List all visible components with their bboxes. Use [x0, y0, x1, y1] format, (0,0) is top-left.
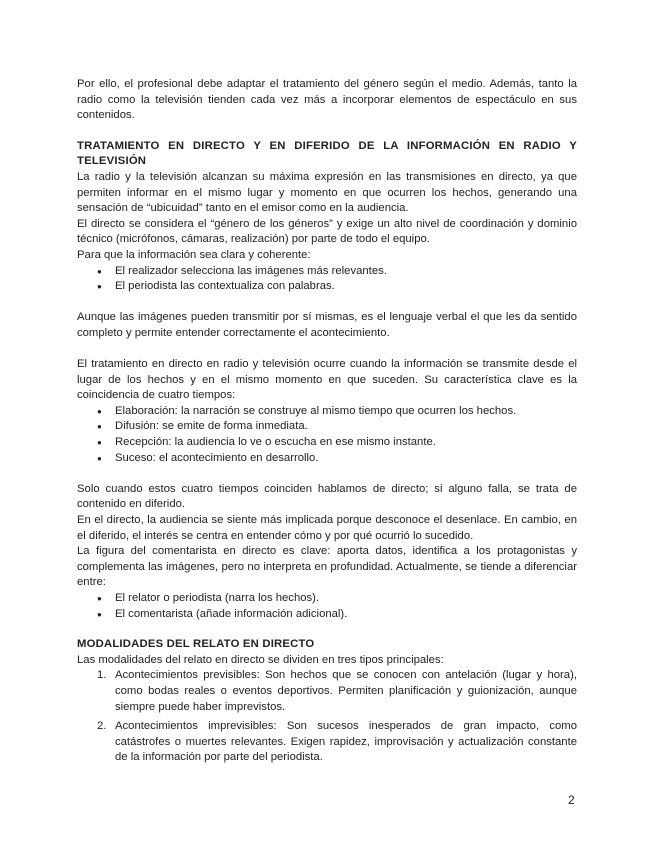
paragraph: Las modalidades del relato en directo se dividen en tres tipos principales:	[77, 653, 444, 666]
bullet-list	[77, 591, 577, 622]
list-item: ● Elaboración: la narración se construye al mismo tiempo que ocurren los hechos.	[77, 404, 577, 420]
bullet-list	[77, 264, 577, 295]
list-number: 1.	[97, 669, 107, 682]
paragraph: Para que la información sea clara y coherente:	[77, 248, 311, 261]
list-item	[77, 719, 577, 766]
paragraph: La figura del comentarista en directo es clave: aporta datos, identifica a los protagonistas y complementa las imágenes, pero no interpreta en profundidad. Actualmente, se tiende a diferenciar entre:	[77, 545, 577, 589]
paragraph: La radio y la televisión alcanzan su máxima expresión en las transmisiones en directo, ya que permiten informar en el mismo lugar y momento en que ocurren los hechos, generando una sensación de “ubicuidad” tanto en el emisor como en la audiencia.	[77, 170, 577, 215]
list-item: ● Recepción: la audiencia lo ve o escucha en ese mismo instante.	[77, 435, 577, 451]
section-heading-modalidades: MODALIDADES DEL RELATO EN DIRECTO	[77, 638, 315, 651]
paragraph: El directo se considera el “género de los géneros” y exige un alto nivel de coordinación y dominio técnico (micrófonos, cámaras, realización) por parte de todo el equipo.	[77, 217, 577, 246]
list-item: ● El realizador selecciona las imágenes más relevantes.	[77, 264, 577, 280]
paragraph: Aunque las imágenes pueden transmitir por sí mismas, es el lenguaje verbal el que les da sentido completo y permite entender correctamente el acontecimiento.	[77, 311, 577, 339]
intro-paragraph: Por ello, el profesional debe adaptar el tratamiento del género según el medio. Además, tanto la radio como la televisión tienden cada vez más a incorporar elementos de espectáculo en sus contenidos.	[77, 78, 577, 122]
bullet-list	[77, 404, 577, 466]
page-content	[77, 77, 577, 770]
list-item: ● El comentarista (añade información adicional).	[77, 607, 577, 623]
paragraph: El tratamiento en directo en radio y televisión ocurre cuando la información se transmite desde el lugar de los hechos y en el mismo momento en que suceden. Su característica clave es la coincidencia de cuatro tiempos:	[77, 358, 577, 402]
page-number: 2	[568, 793, 575, 807]
list-item: ● El periodista las contextualiza con palabras.	[77, 279, 577, 295]
list-item-text: Acontecimientos previsibles: Son hechos que se conocen con antelación (lugar y hora), como bodas reales o eventos deportivos. Permiten planificación y guionización, aunque siempre puede haber imprevistos.	[115, 669, 577, 713]
section-heading-directo: TRATAMIENTO EN DIRECTO Y EN DIFERIDO DE LA INFORMACIÓN EN RADIO Y TELEVISIÓN	[77, 139, 577, 168]
numbered-list	[77, 668, 577, 766]
list-item-text: Acontecimientos imprevisibles: Son sucesos inesperados de gran impacto, como catástrofes o muertes relevantes. Exigen rapidez, improvisación y actualización constante de la información por parte del periodista.	[115, 720, 577, 764]
list-item: ● El relator o periodista (narra los hechos).	[77, 591, 577, 607]
list-item: ● Suceso: el acontecimiento en desarrollo.	[77, 451, 577, 467]
paragraph: Solo cuando estos cuatro tiempos coinciden hablamos de directo; si alguno falla, se trata de contenido en diferido.	[77, 482, 577, 511]
list-number: 2.	[97, 720, 107, 733]
list-item	[77, 668, 577, 715]
list-item: ● Difusión: se emite de forma inmediata.	[77, 419, 577, 435]
paragraph: En el directo, la audiencia se siente más implicada porque desconoce el desenlace. En cambio, en el diferido, el interés se centra en entender cómo y por qué ocurrió lo sucedido.	[77, 514, 577, 542]
